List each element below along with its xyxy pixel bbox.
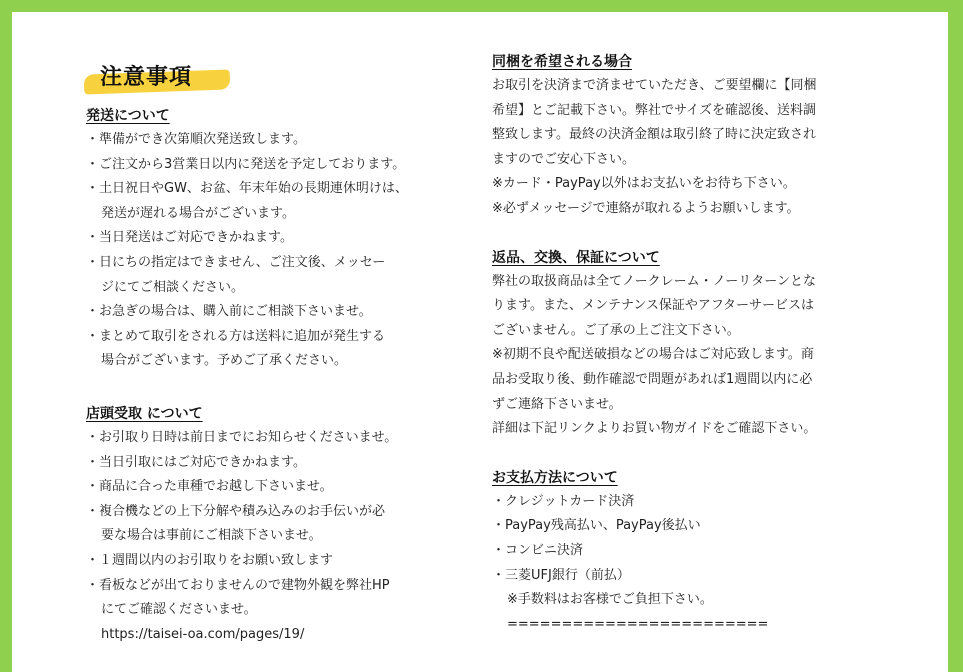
returns-line: 品お受取り後、動作確認で問題があれば1週間以内に必: [492, 371, 813, 387]
payment-line: ・クレジットカード決済: [492, 493, 635, 509]
bundle-line: 整致します。最終の決済金額は取引終了時に決定致され: [492, 127, 816, 143]
bundle-heading: 同梱を希望される場合: [492, 54, 632, 70]
shipping-line: ・日にちの指定はできません、ご注文後、メッセー: [86, 254, 386, 270]
payment-line: ・PayPay残高払い、PayPay後払い: [492, 518, 701, 534]
shipping-section: [86, 104, 466, 374]
returns-section: [492, 246, 892, 442]
pickup-line: ・１週間以内のお引取りをお願い致します: [86, 552, 334, 568]
shipping-line: ・ご注文から3営業日以内に発送を予定しております。: [86, 156, 406, 172]
pickup-line: 要な場合は事前にご相談下さいませ。: [101, 528, 322, 544]
shipping-line: 場合がございます。予めご了承ください。: [101, 353, 347, 369]
payment-line: ※手数料はお客様でご負担下さい。: [507, 592, 713, 608]
shipping-line: ・当日発送はご対応できかねます。: [86, 230, 293, 246]
pickup-line: ・複合機などの上下分解や積み込みのお手伝いが必: [86, 503, 386, 519]
bundle-line: ※カード・PayPay以外はお支払いをお待ち下さい。: [492, 176, 796, 192]
bundle-section: [492, 50, 892, 222]
returns-line: ります。また、メンテナンス保証やアフターサービスは: [492, 298, 815, 314]
returns-heading: 返品、交換、保証について: [492, 249, 660, 266]
shipping-line: ・準備ができ次第順次発送致します。: [86, 132, 306, 147]
title-block: [84, 50, 244, 110]
payment-line: ・コンビニ決済: [492, 542, 584, 558]
bundle-line: ますのでご安心下さい。: [492, 151, 636, 167]
payment-heading: お支払方法について: [492, 469, 618, 486]
pickup-line: ・看板などが出ておりませんので建物外観を弊社HP: [86, 577, 390, 593]
right-column: [492, 50, 892, 637]
page-title: 注意事項: [100, 65, 193, 90]
bundle-line: 希望】とご記載下さい。弊社でサイズを確認後、送料調: [492, 102, 816, 118]
shipping-heading: 発送について: [86, 108, 170, 124]
shipping-line: ジにてご相談ください。: [101, 279, 245, 295]
pickup-line: ・商品に合った車種でお越し下さいませ。: [86, 479, 333, 495]
left-column: [86, 104, 466, 647]
returns-line: ございません。ご了承の上ご注文下さい。: [492, 322, 740, 338]
pickup-line: ・当日引取にはご対応できかねます。: [86, 454, 306, 470]
shipping-line: 発送が遅れる場合がございます。: [101, 205, 295, 221]
store-link[interactable]: https://taisei-oa.com/pages/19/: [101, 626, 305, 642]
separator-line: ========================: [507, 616, 769, 632]
pickup-line: にてご確認くださいませ。: [101, 602, 257, 618]
pickup-section: [86, 402, 466, 647]
shipping-line: ・お急ぎの場合は、購入前にご相談下さいませ。: [86, 304, 372, 320]
returns-line: 弊社の取扱商品は全てノークレーム・ノーリターンとな: [492, 273, 816, 289]
shipping-line: ・まとめて取引をされる方は送料に追加が発生する: [86, 328, 386, 344]
bundle-line: お取引を決済まで済ませていただき、ご要望欄に【同梱: [492, 78, 817, 93]
payment-section: [492, 466, 892, 638]
pickup-heading: 店頭受取 について: [86, 405, 203, 422]
pickup-line: ・お引取り日時は前日までにお知らせくださいませ。: [86, 429, 398, 445]
returns-line: 詳細は下記リンクよりお買い物ガイドをご確認下さい。: [492, 421, 817, 437]
content-panel: [12, 12, 948, 672]
bundle-line: ※必ずメッセージで連絡が取れるようお願いします。: [492, 200, 800, 216]
returns-line: ずご連絡下さいませ。: [492, 396, 622, 412]
payment-line: ・三菱UFJ銀行（前払）: [492, 567, 630, 583]
shipping-line: ・土日祝日やGW、お盆、年末年始の長期連休明けは、: [86, 181, 408, 197]
returns-line: ※初期不良や配送破損などの場合はご対応致します。商: [492, 347, 814, 363]
